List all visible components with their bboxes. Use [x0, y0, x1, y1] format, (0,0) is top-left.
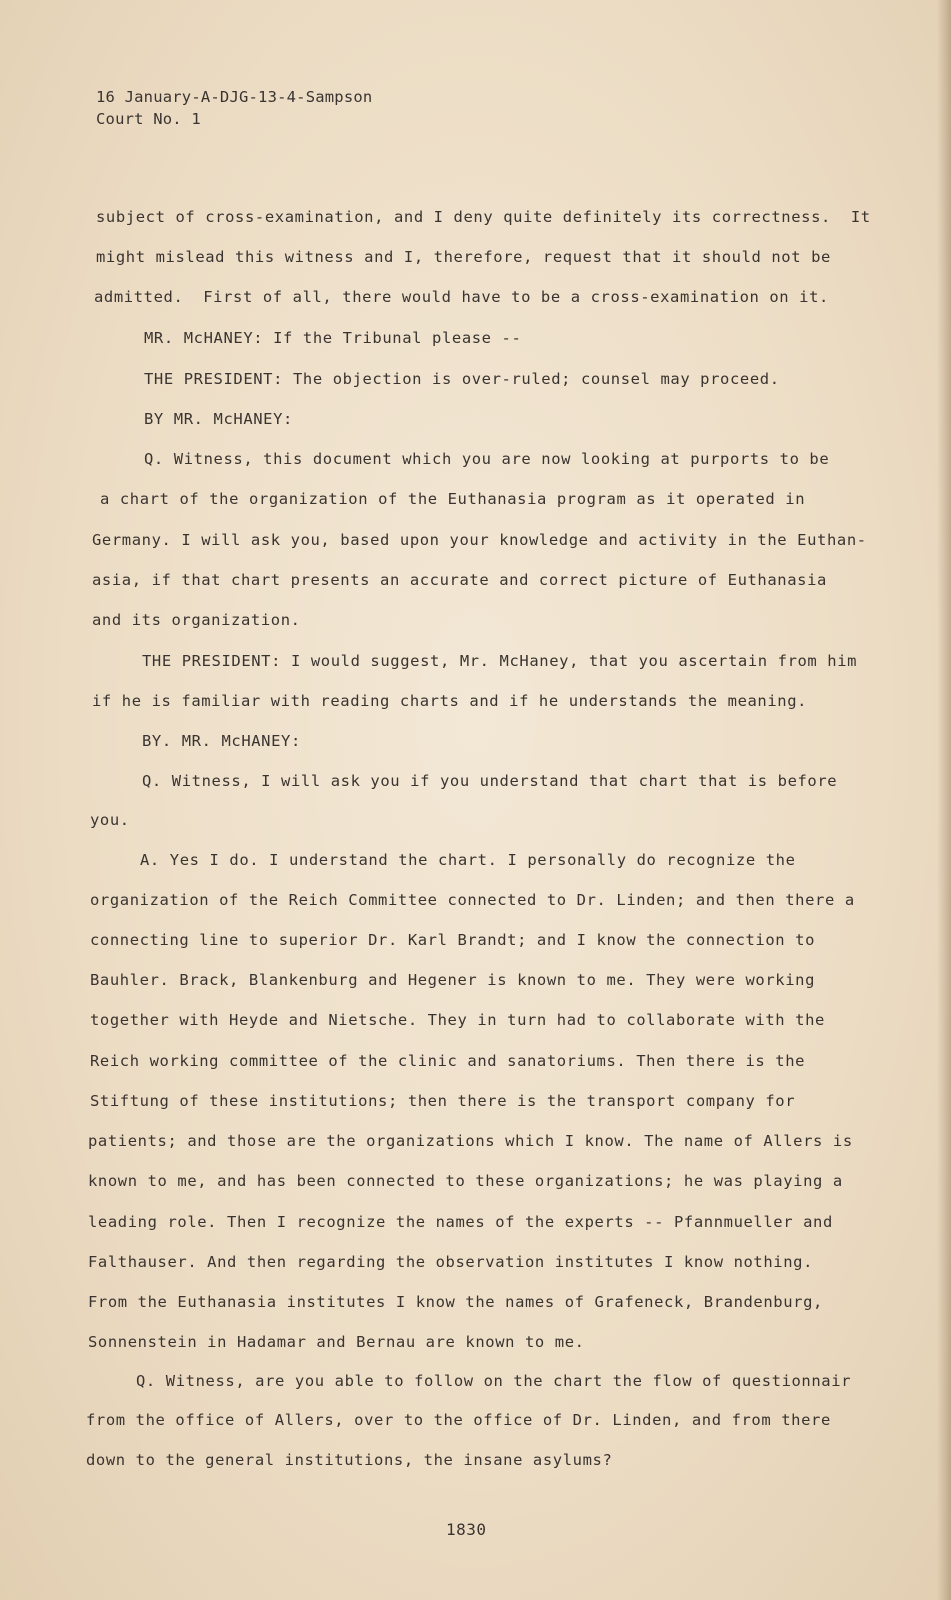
text-line: down to the general institutions, the insane asylums? [86, 1451, 613, 1469]
text-line: THE PRESIDENT: The objection is over-ruled; counsel may proceed. [144, 370, 780, 388]
text-line: A. Yes I do. I understand the chart. I personally do recognize the [140, 851, 796, 869]
text-line: asia, if that chart presents an accurate and correct picture of Euthanasia [92, 571, 827, 589]
header-line-1: 16 January-A-DJG-13-4-Sampson [96, 88, 373, 106]
text-line: if he is familiar with reading charts and if he understands the meaning. [92, 692, 808, 710]
text-line: might mislead this witness and I, therefore, request that it should not be [96, 248, 831, 266]
page-edge-shadow [937, 0, 951, 1600]
text-line: Reich working committee of the clinic and sanatoriums. Then there is the [90, 1052, 806, 1070]
text-line: Q. Witness, I will ask you if you understand that chart that is before [142, 772, 838, 790]
text-line: organization of the Reich Committee connected to Dr. Linden; and then there a [90, 891, 855, 909]
text-line: leading role. Then I recognize the names of the experts -- Pfannmueller and [88, 1213, 833, 1231]
text-line: a chart of the organization of the Euthanasia program as it operated in [100, 490, 806, 508]
text-line: Germany. I will ask you, based upon your knowledge and activity in the Euthan- [92, 531, 867, 549]
text-line: THE PRESIDENT: I would suggest, Mr. McHaney, that you ascertain from him [142, 652, 858, 670]
text-line: from the office of Allers, over to the office of Dr. Linden, and from there [86, 1411, 831, 1429]
text-line: together with Heyde and Nietsche. They in turn had to collaborate with the [90, 1011, 825, 1029]
text-line: subject of cross-examination, and I deny quite definitely its correctness. It [96, 208, 871, 226]
text-line: patients; and those are the organizations which I know. The name of Allers is [88, 1132, 853, 1150]
text-line: Q. Witness, are you able to follow on the chart the flow of questionnair [136, 1372, 852, 1390]
text-line: Sonnenstein in Hadamar and Bernau are known to me. [88, 1333, 585, 1351]
text-line: you. [90, 811, 130, 829]
text-line: Falthauser. And then regarding the observation institutes I know nothing. [88, 1253, 814, 1271]
text-line: Q. Witness, this document which you are now looking at purports to be [144, 450, 830, 468]
text-line: connecting line to superior Dr. Karl Brandt; and I know the connection to [90, 931, 816, 949]
header-line-2: Court No. 1 [96, 110, 201, 128]
text-line: BY. MR. McHANEY: [142, 732, 301, 750]
text-line: MR. McHANEY: If the Tribunal please -- [144, 329, 522, 347]
text-line: admitted. First of all, there would have to be a cross-examination on it. [94, 288, 829, 306]
text-line: Bauhler. Brack, Blankenburg and Hegener is known to me. They were working [90, 971, 816, 989]
text-line: From the Euthanasia institutes I know the names of Grafeneck, Brandenburg, [88, 1293, 823, 1311]
text-line: BY MR. McHANEY: [144, 410, 293, 428]
text-line: Stiftung of these institutions; then there is the transport company for [90, 1092, 796, 1110]
text-line: known to me, and has been connected to these organizations; he was playing a [88, 1172, 843, 1190]
page-header [96, 86, 372, 130]
text-line: and its organization. [92, 611, 301, 629]
page-number: 1830 [446, 1520, 487, 1539]
